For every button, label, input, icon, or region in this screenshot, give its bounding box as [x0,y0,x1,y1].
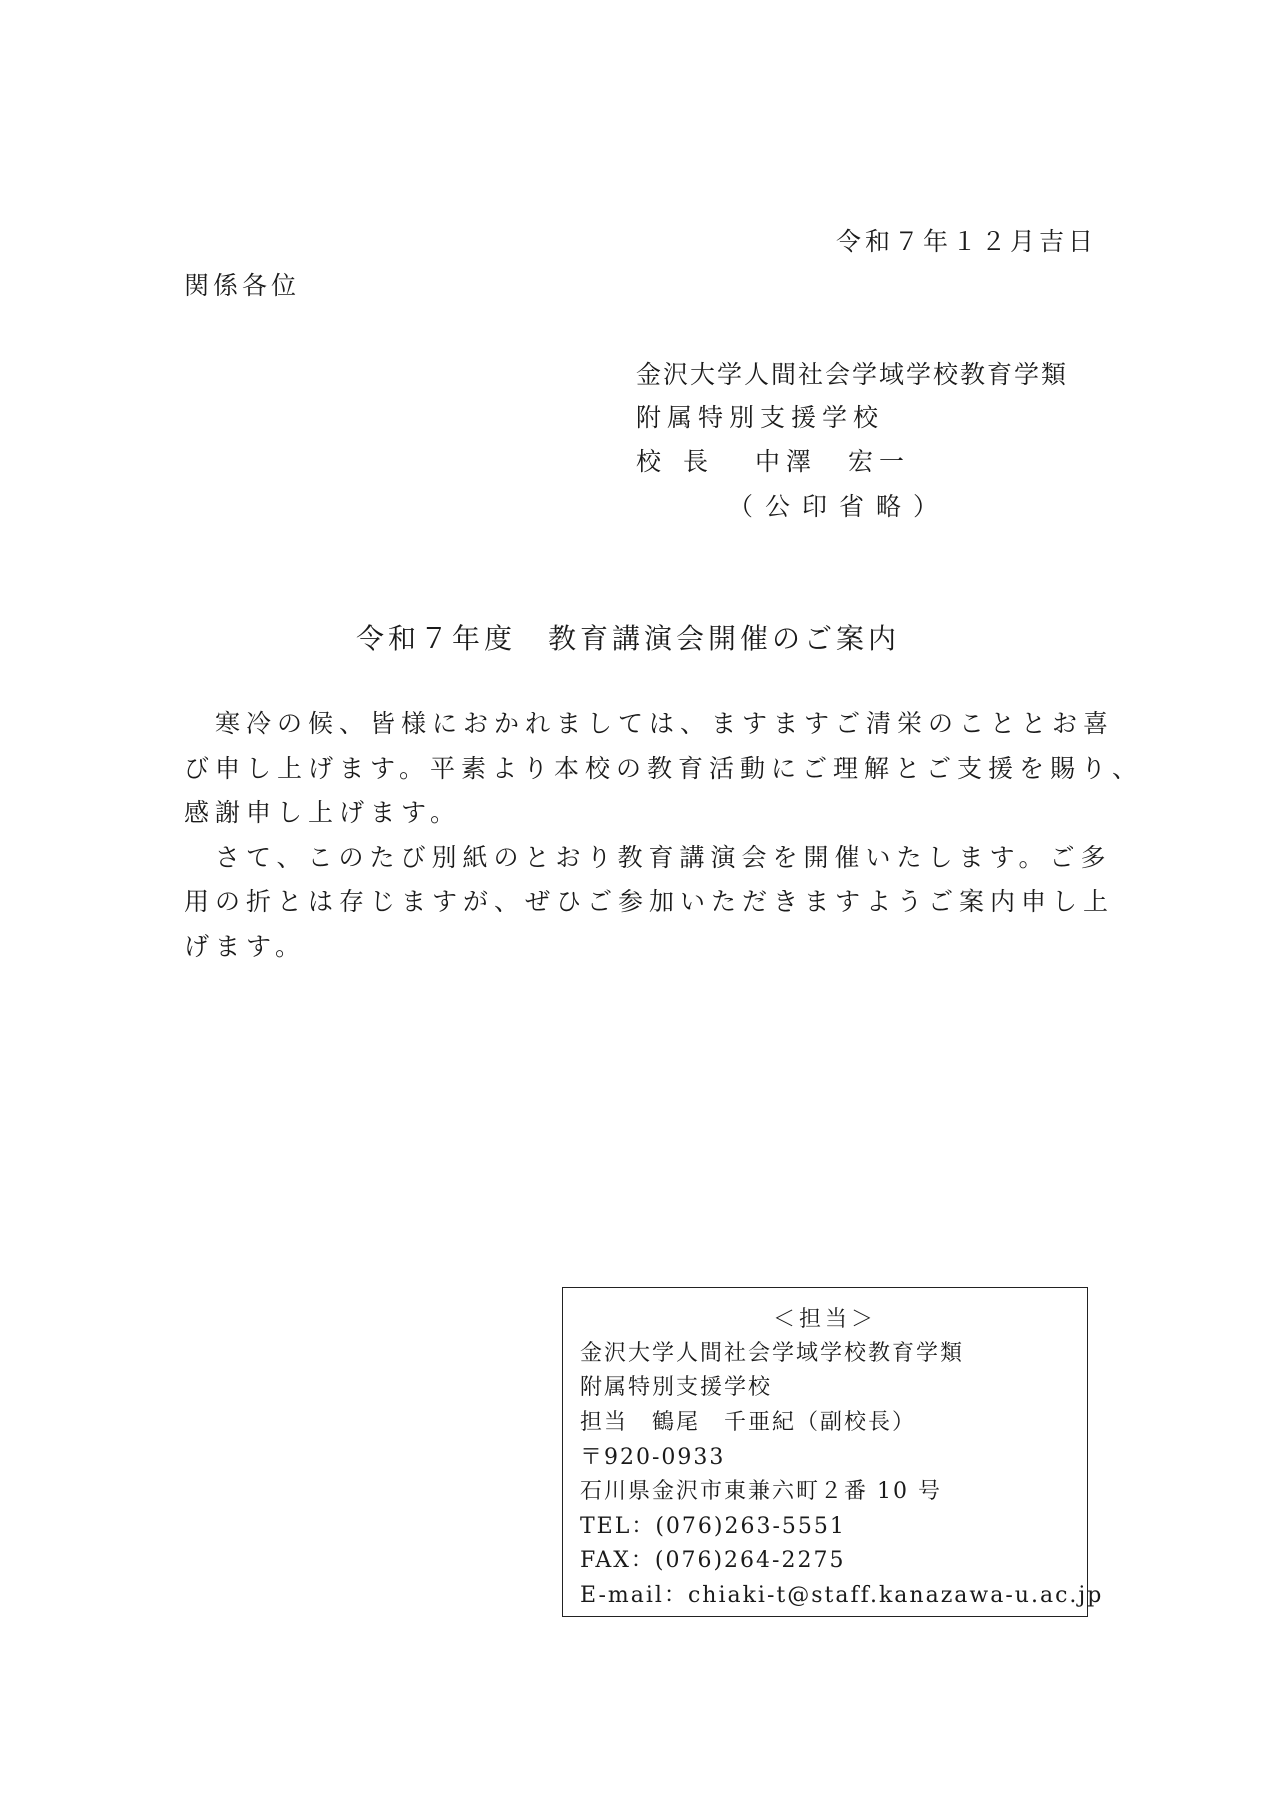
contact-heading: ＜担当＞ [772,1307,877,1332]
body-line: げます。 [184,931,307,961]
contact-box [562,1287,1104,1617]
body-paragraph-2 [184,836,1115,970]
sender-title [636,442,730,478]
contact-fax: FAX：(076)264-2275 [580,1548,846,1573]
body-line: 感謝申し上げます。 [184,798,462,827]
document-title: 令和７年度 教育講演会開催のご案内 [356,622,901,655]
contact-address: 石川県金沢市東兼六町２番 10 号 [580,1479,942,1504]
seal-note: （公印省略） [728,492,951,521]
addressee: 関係各位 [184,271,301,300]
contact-school: 附属特別支援学校 [580,1375,773,1400]
sender-name: 中澤 宏一 [755,447,911,476]
contact-postal: 〒920-0933 [580,1445,726,1470]
body-line: さて、このたび別紙のとおり教育講演会を開催いたします。ご多 [184,842,1112,872]
contact-tel: TEL：(076)263-5551 [580,1514,846,1539]
body-paragraph-1 [184,702,1144,836]
sender-school: 附属特別支援学校 [636,403,885,432]
sender-title-text: 校長 [636,447,731,476]
body-text [184,702,1144,969]
contact-person: 担当 鶴尾 千亜紀（副校長） [580,1410,917,1435]
contact-organization: 金沢大学人間社会学域学校教育学類 [580,1341,965,1366]
contact-email: E-mail：chiaki-t@staff.kanazawa-u.ac.jp [580,1583,1104,1608]
sender-organization: 金沢大学人間社会学域学校教育学類 [636,360,1069,389]
body-line: 寒冷の候、皆様におかれましては、ますますご清栄のこととお喜 [184,709,1115,738]
body-line: 用の折とは存じますが、ぜひご参加いただきますようご案内申し上 [184,887,1115,916]
document-date: 令和７年１２月吉日 [836,227,1098,256]
body-line: び申し上げます。平素より本校の教育活動にご理解とご支援を賜り、 [184,753,1144,783]
